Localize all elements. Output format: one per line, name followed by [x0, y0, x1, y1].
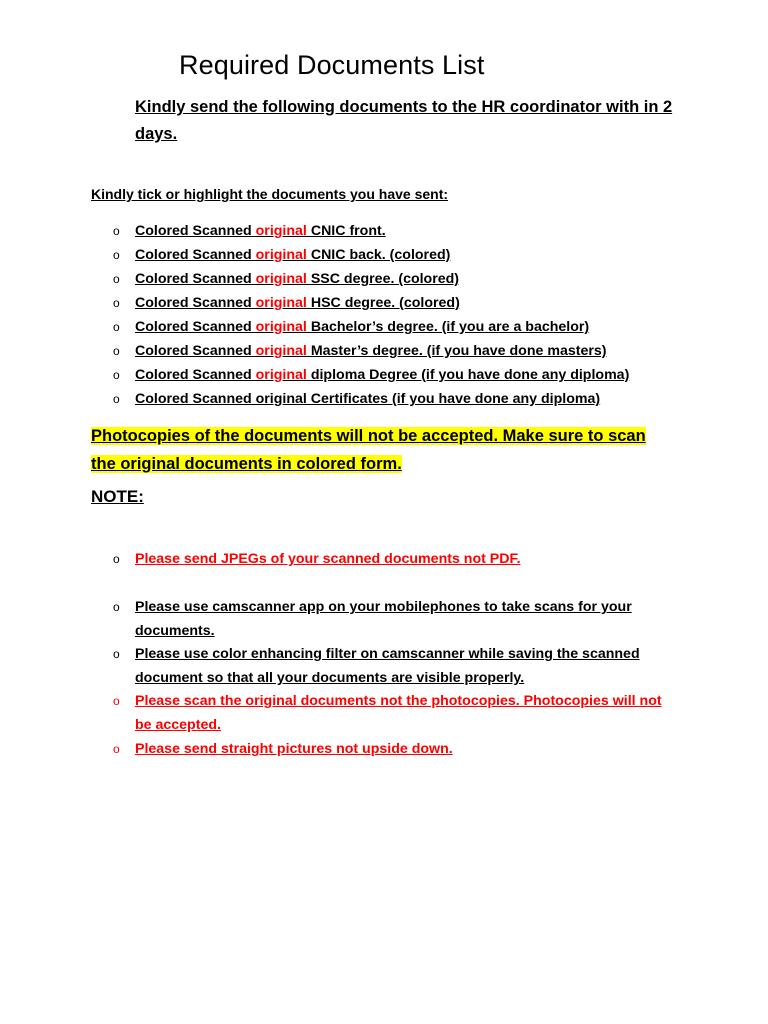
document-text: Colored Scanned original Master’s degree. (if you have done masters)	[135, 343, 607, 359]
document-item	[0, 339, 768, 363]
original-highlight: original	[255, 247, 307, 263]
original-highlight: original	[255, 223, 307, 239]
original-highlight: original	[255, 343, 307, 359]
note-text: Please scan the original documents not the photocopies. Photocopies will not be accepted.	[135, 693, 662, 733]
document-text: Colored Scanned original CNIC front.	[135, 223, 386, 239]
original-highlight: original	[255, 271, 307, 287]
document-text: Colored Scanned original SSC degree. (colored)	[135, 271, 460, 287]
bullet-icon: o	[113, 647, 120, 661]
document-item	[0, 291, 768, 315]
document-item	[0, 243, 768, 267]
document-text: Colored Scanned original Certificates (if you have done any diploma)	[135, 391, 601, 407]
document-text: Colored Scanned original HSC degree. (colored)	[135, 295, 460, 311]
note-heading: NOTE:	[91, 487, 144, 506]
document-item	[0, 219, 768, 243]
bullet-icon: o	[113, 694, 120, 708]
bullet-icon: o	[113, 392, 120, 406]
original-highlight: original	[255, 367, 307, 383]
note-text: Please use camscanner app on your mobilephones to take scans for your documents.	[135, 599, 632, 639]
tick-heading: Kindly tick or highlight the documents you have sent:	[91, 186, 449, 202]
bullet-icon: o	[113, 224, 120, 238]
document-text: Colored Scanned original CNIC back. (colored)	[135, 247, 451, 263]
bullet-icon: o	[113, 320, 120, 334]
bullet-icon: o	[113, 344, 120, 358]
intro-instruction: Kindly send the following documents to the HR coordinator with in 2 days.	[135, 98, 673, 143]
original-highlight: original	[255, 295, 307, 311]
document-item	[0, 267, 768, 291]
page-title: Required Documents List	[179, 50, 485, 80]
document-text: Colored Scanned original diploma Degree (if you have done any diploma)	[135, 367, 630, 383]
photocopy-warning	[91, 422, 651, 478]
document-text: Colored Scanned original Bachelor’s degree. (if you are a bachelor)	[135, 319, 590, 335]
note-text: Please send JPEGs of your scanned documents not PDF.	[135, 551, 521, 567]
original-highlight: original	[255, 319, 307, 335]
warning-text: Photocopies of the documents will not be accepted. Make sure to scan the original documents in colored form.	[91, 427, 646, 473]
bullet-icon: o	[113, 272, 120, 286]
note-text: Please use color enhancing filter on camscanner while saving the scanned document so that all your documents are visible properly.	[135, 646, 640, 686]
note-text: Please send straight pictures not upside down.	[135, 741, 453, 757]
bullet-icon: o	[113, 368, 120, 382]
bullet-icon: o	[113, 600, 120, 614]
bullet-icon: o	[113, 552, 120, 566]
bullet-icon: o	[113, 742, 120, 756]
document-item	[0, 315, 768, 339]
document-item	[0, 363, 768, 387]
documents-list	[0, 219, 768, 411]
document-item	[0, 387, 768, 411]
bullet-icon: o	[113, 296, 120, 310]
bullet-icon: o	[113, 248, 120, 262]
